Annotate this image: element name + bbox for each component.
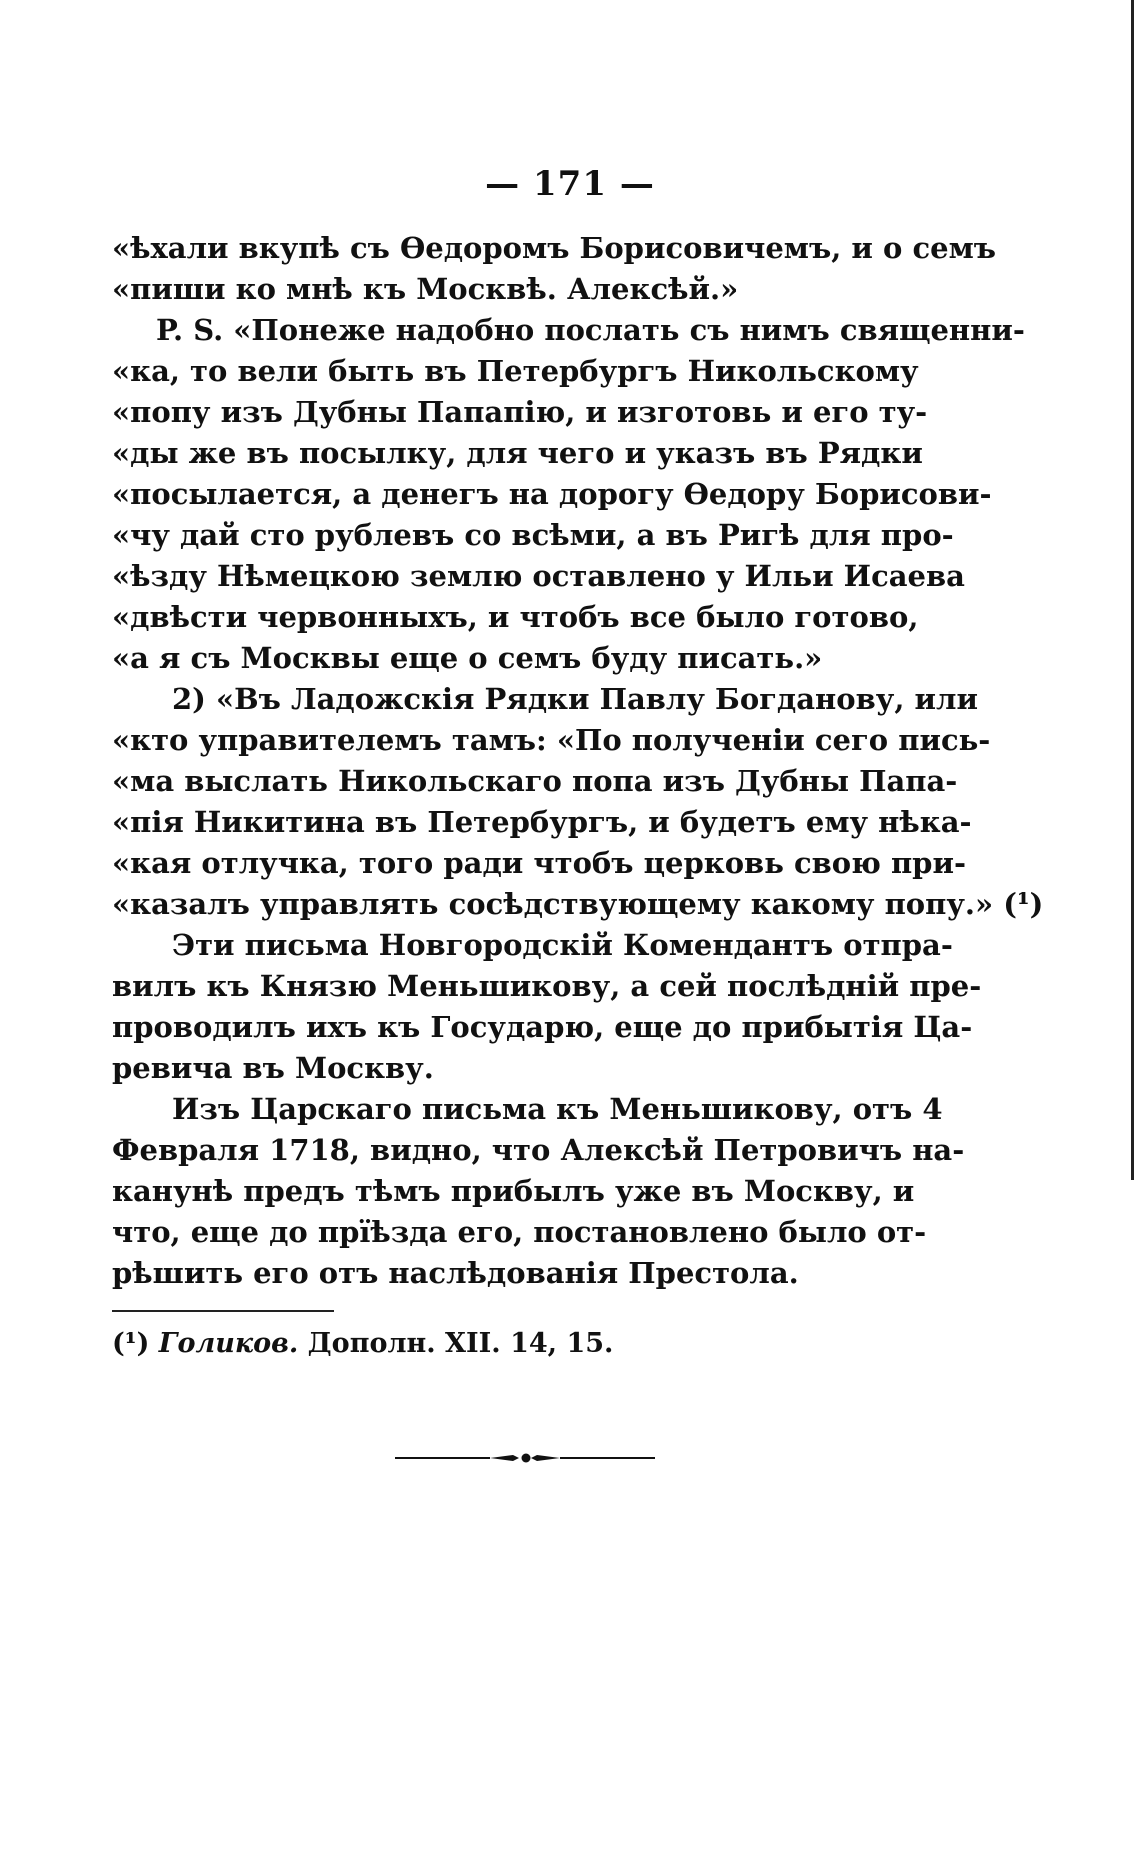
text-line: Изъ Царскаго письма къ Меньшикову, отъ 4 <box>172 1092 943 1126</box>
footnote-marker: (¹) <box>112 1328 150 1359</box>
text-line: Февраля 1718, видно, что Алексѣй Петровичъ на- <box>112 1133 965 1167</box>
text-line: вилъ къ Князю Меньшикову, а сей послѣдній пре- <box>112 969 982 1003</box>
text-line: ревича въ Москву. <box>112 1051 434 1085</box>
text-line: «а я съ Москвы еще о семъ буду писать.» <box>112 641 823 675</box>
footnote-rule <box>112 1310 334 1312</box>
text-line: канунѣ предъ тѣмъ прибылъ уже въ Москву, и <box>112 1174 915 1208</box>
text-line: «двѣсти червонныхъ, и чтобъ все было готово, <box>112 600 919 634</box>
text-line: что, еще до прїѣзда его, постановлено было от- <box>112 1215 927 1249</box>
text-line: «чу дай сто рублевъ со всѣми, а въ Ригѣ для про- <box>112 518 954 552</box>
footnote <box>112 1324 613 1364</box>
text-line: «посылается, а денегъ на дорогу Ѳедору Борисови- <box>112 477 992 511</box>
text-line: «ѣзду Нѣмецкою землю оставлено у Ильи Исаева <box>112 559 965 593</box>
text-line: P. S. «Понеже надобно послать съ нимъ священни- <box>156 313 1025 347</box>
text-line: рѣшить его отъ наслѣдованія Престола. <box>112 1256 799 1290</box>
footnote-reference: Дополн. XII. 14, 15. <box>307 1328 614 1359</box>
text-line: проводилъ ихъ къ Государю, еще до прибытія Ца- <box>112 1010 973 1044</box>
text-line: «кто управителемъ тамъ: «По полученіи сего пись- <box>112 723 991 757</box>
text-line: «ѣхали вкупѣ съ Ѳедоромъ Борисовичемъ, и о семъ <box>112 231 997 265</box>
text-line: «казалъ управлять сосѣдствующему какому попу.» (¹) <box>112 887 1044 921</box>
body-text <box>112 228 1044 1294</box>
text-line: «ма выслать Никольскаго попа изъ Дубны Папа- <box>112 764 958 798</box>
page-number: — 171 — <box>485 164 655 204</box>
text-line: «пія Никитина въ Петербургъ, и будетъ ему нѣка- <box>112 805 972 839</box>
text-line: «попу изъ Дубны Папапію, и изготовь и его ту- <box>112 395 928 429</box>
text-line: «ка, то вели быть въ Петербургъ Никольскому <box>112 354 919 388</box>
ornament-divider-icon <box>395 1446 655 1470</box>
text-line: 2) «Въ Ладожскія Рядки Павлу Богданову, или <box>172 682 978 716</box>
text-line: «кая отлучка, того ради чтобъ церковь свою при- <box>112 846 966 880</box>
footnote-author: Голиков. <box>158 1328 299 1359</box>
text-line: Эти письма Новгородскій Комендантъ отпра- <box>172 928 953 962</box>
text-line: «пиши ко мнѣ къ Москвѣ. Алексѣй.» <box>112 272 739 306</box>
text-line: «ды же въ посылку, для чего и указъ въ Рядки <box>112 436 923 470</box>
